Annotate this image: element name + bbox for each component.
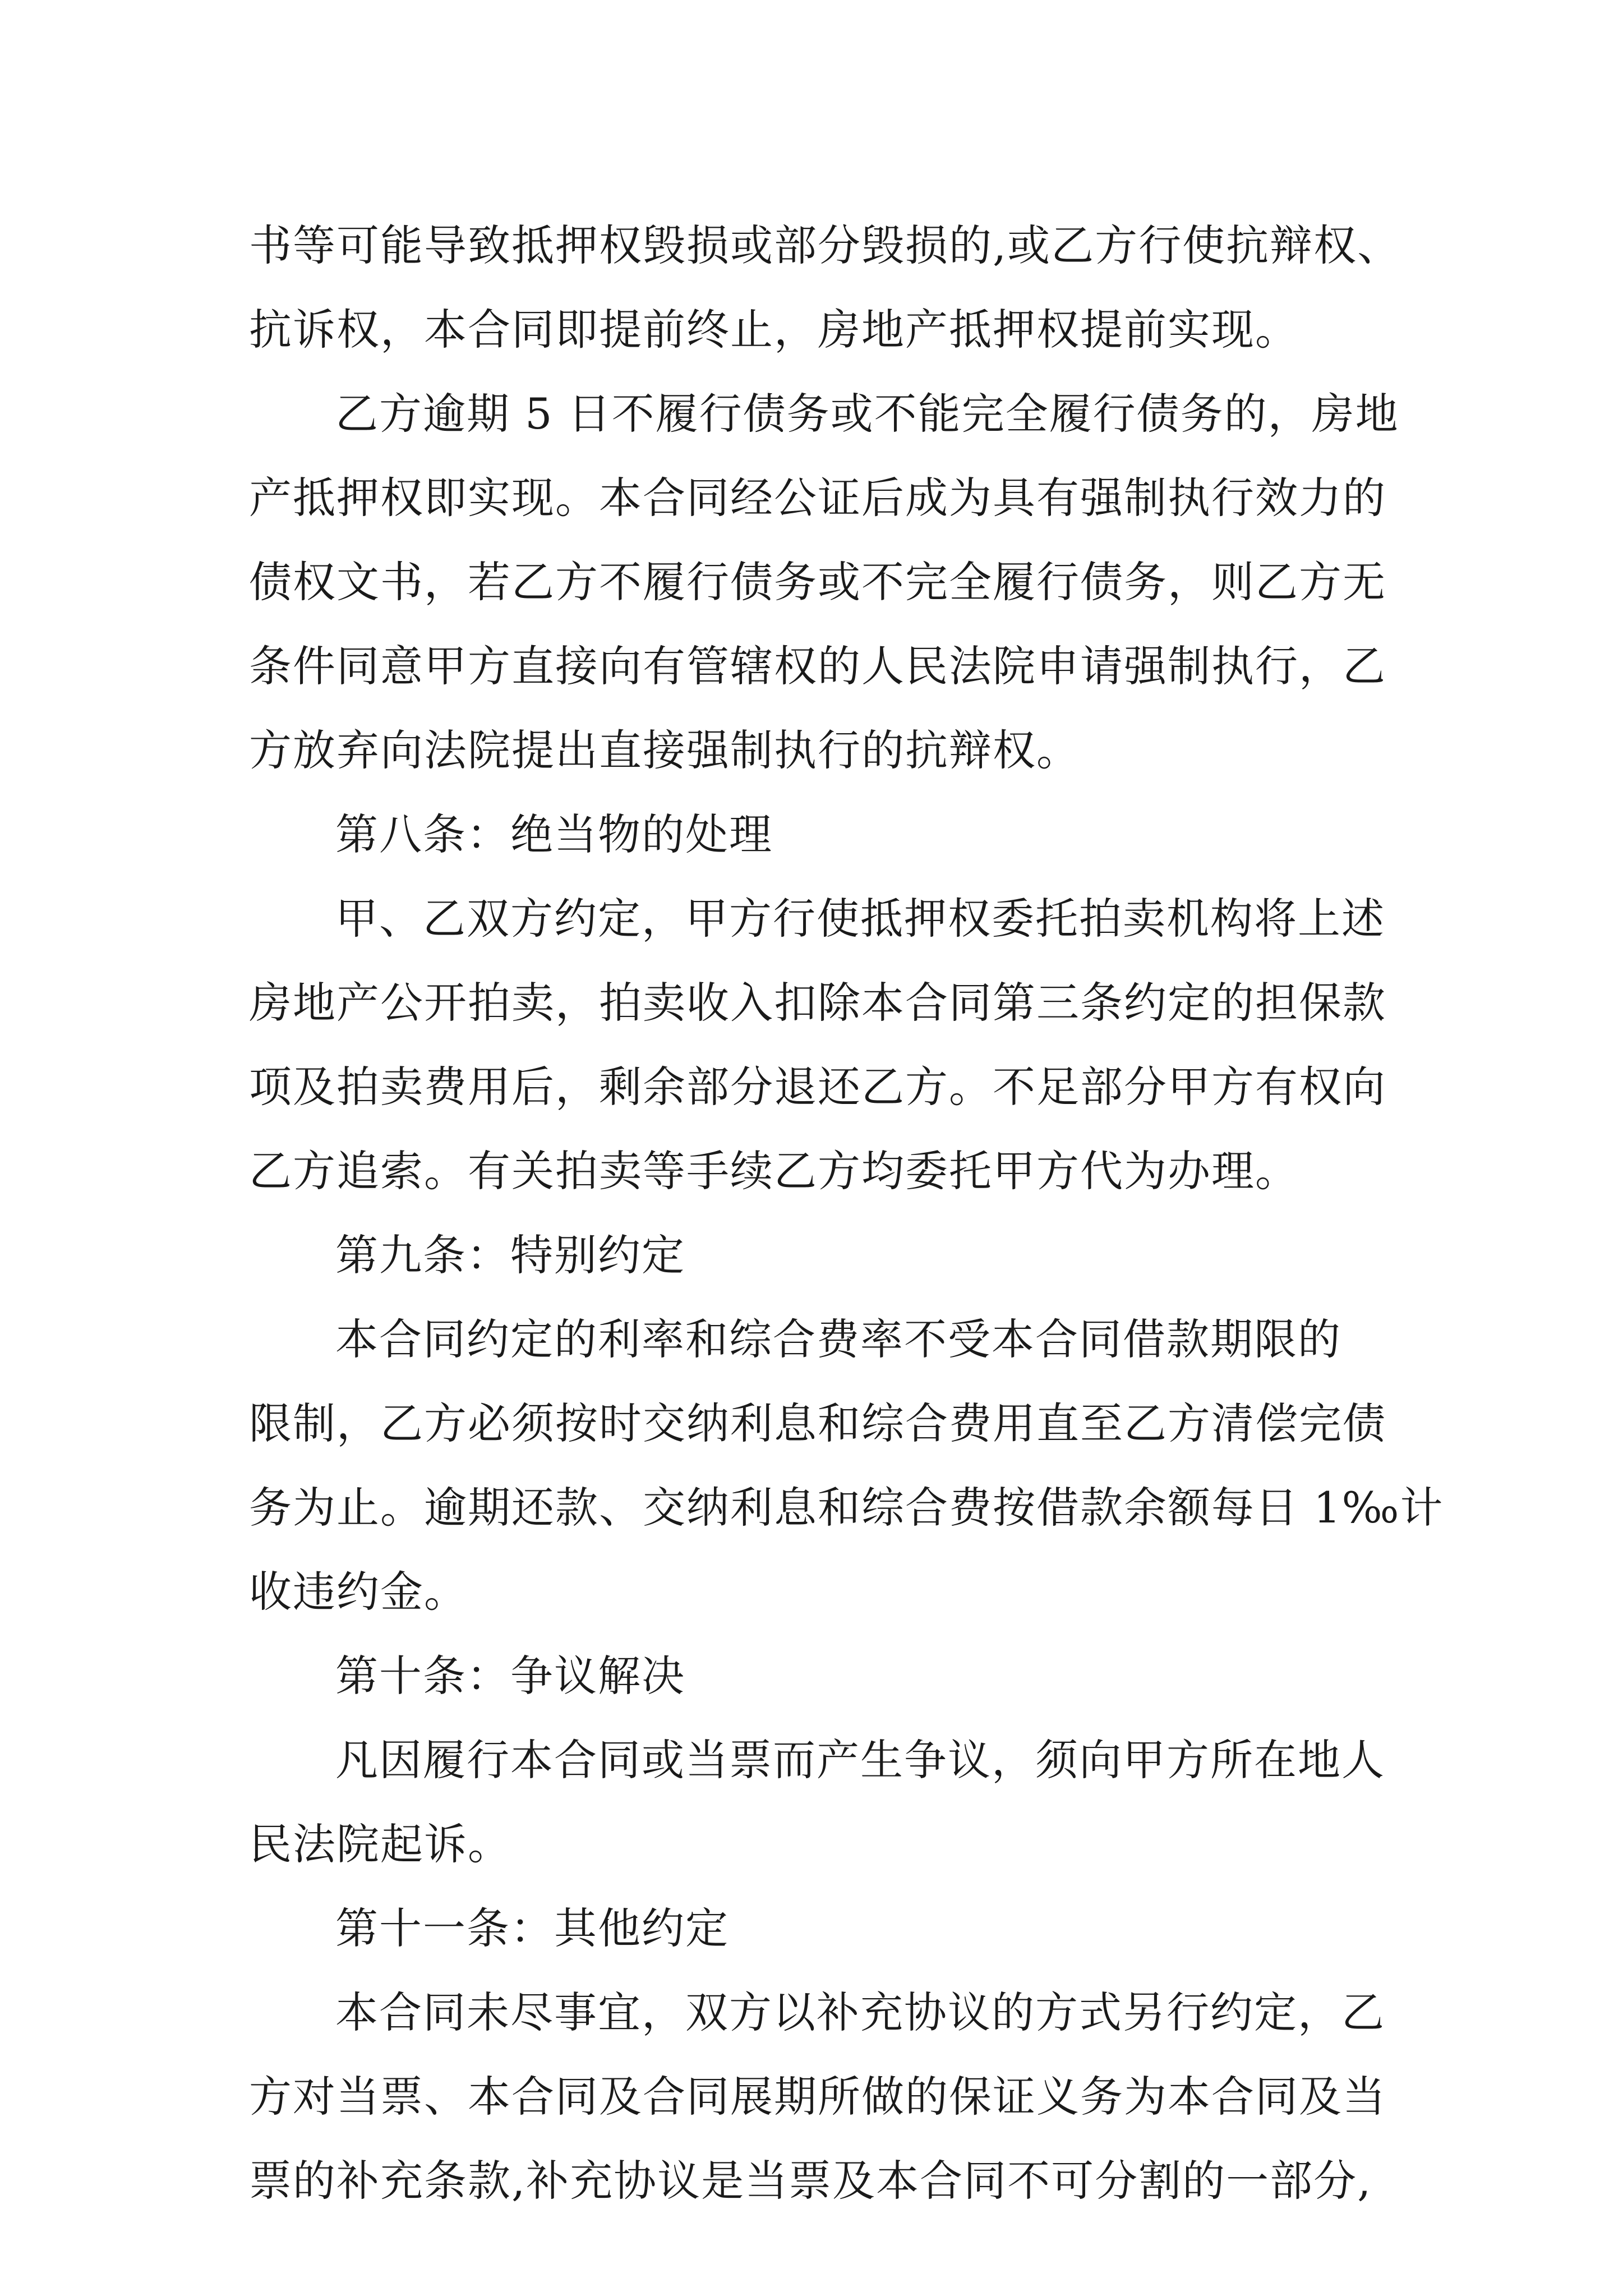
article-11-heading: 第十一条：其他约定 xyxy=(335,1903,729,1953)
article-8-heading: 第八条：绝当物的处理 xyxy=(335,809,773,859)
text-line-23: 方对当票、本合同及合同展期所做的保证义务为本合同及当 xyxy=(249,2072,1386,2122)
text-line-2: 抗诉权，本合同即提前终止，房地产抵押权提前实现。 xyxy=(249,305,1299,355)
paragraph-start-line: 甲、乙双方约定，甲方行使抵押权委托拍卖机构将上述 xyxy=(335,894,1385,944)
text-line-10: 房地产公开拍卖，拍卖收入扣除本合同第三条约定的担保款 xyxy=(249,978,1386,1028)
text-line-16: 务为止。逾期还款、交纳利息和综合费按借款余额每日 1‰计 xyxy=(249,1483,1444,1533)
text-line-5: 债权文书，若乙方不履行债务或不完全履行债务，则乙方无 xyxy=(249,557,1386,607)
text-line-12: 乙方追索。有关拍卖等手续乙方均委托甲方代为办理。 xyxy=(249,1146,1299,1196)
paragraph-start-line: 乙方逾期 5 日不履行债务或不能完全履行债务的，房地 xyxy=(335,389,1399,439)
text-line-1: 书等可能导致抵押权毁损或部分毁损的,或乙方行使抗辩权、 xyxy=(249,220,1401,270)
article-10-heading: 第十条：争议解决 xyxy=(335,1651,685,1701)
text-line-15: 限制，乙方必须按时交纳利息和综合费用直至乙方清偿完债 xyxy=(249,1398,1386,1448)
paragraph-start-line: 本合同约定的利率和综合费率不受本合同借款期限的 xyxy=(335,1314,1341,1364)
text-line-17: 收违约金。 xyxy=(249,1567,468,1617)
text-line-24: 票的补充条款,补充协议是当票及本合同不可分割的一部分, xyxy=(249,2156,1372,2206)
text-line-7: 方放弃向法院提出直接强制执行的抗辩权。 xyxy=(249,725,1080,775)
text-line-11: 项及拍卖费用后，剩余部分退还乙方。不足部分甲方有权向 xyxy=(249,1062,1386,1112)
text-line-6: 条件同意甲方直接向有管辖权的人民法院申请强制执行，乙 xyxy=(249,641,1386,691)
paragraph-start-line: 本合同未尽事宜，双方以补充协议的方式另行约定，乙 xyxy=(335,1987,1385,2037)
paragraph-start-line: 凡因履行本合同或当票而产生争议，须向甲方所在地人 xyxy=(335,1735,1385,1785)
article-9-heading: 第九条：特别约定 xyxy=(335,1230,685,1280)
text-line-4: 产抵押权即实现。本合同经公证后成为具有强制执行效力的 xyxy=(249,473,1386,523)
text-line-20: 民法院起诉。 xyxy=(249,1819,511,1869)
